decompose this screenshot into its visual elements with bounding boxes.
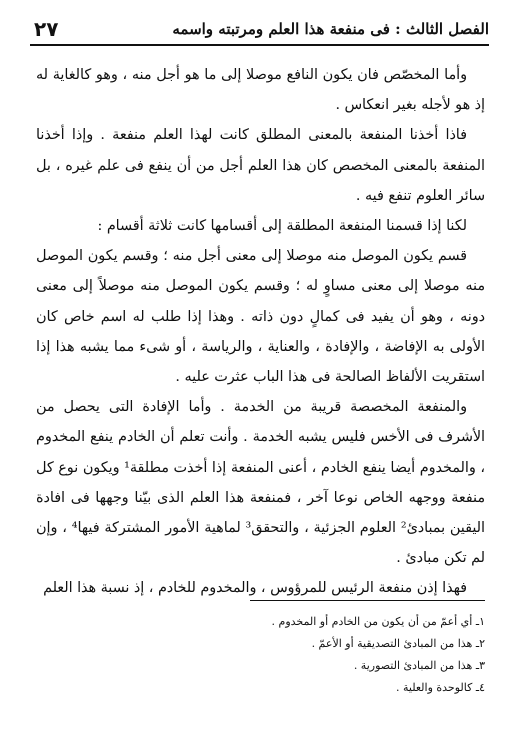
footnote-divider (250, 600, 485, 601)
footnote: ٢ـ هذا من المبادئ التصديقية أو الأعمّ . (311, 637, 485, 650)
footnote: ٣ـ هذا من المبادئ التصورية . (353, 659, 485, 672)
page-number: ٢٧ (34, 17, 59, 41)
paragraph: فهذا إذن منفعة الرئيس للمرؤوس ، والمخدوم للخادم ، إذ نسبة هذا العلم (43, 580, 467, 597)
footnotes (150, 611, 485, 699)
paragraph: فاذا أخذنا المنفعة بالمعنى المطلق كانت لهذا العلم منفعة . وإذا أخذنا المنفعة بالمعنى المخصص كان هذا العلم أجل من أن ينفع فى علم غيره ، بل سائر العلوم تنفع فيه . (36, 127, 485, 204)
footnote: ٤ـ كالوحدة والعلية . (396, 681, 485, 694)
paragraph: والمنفعة المخصصة قريبة من الخدمة . وأما الإفادة التى يحصل من الأشرف فى الأخس فليس يشبه الخدمة . وأنت تعلم أن الخادم ينفع المخدوم ، والمخدوم أيضا ينفع الخادم ، أعنى المنفعة إذا أخذت مطلقة¹ ويكون نوع كل منفعة ووجهه الخاص نوعا آخر ، فمنفعة هذا العلم الذى بيّنا وجهها فى افادة اليقين بمبادئ² العلوم الجزئية ، والتحقق³ لماهية الأمور المشتركة فيها⁴ ، وإن لم تكن مبادئ . (36, 399, 486, 567)
body-text (36, 60, 485, 604)
running-title: الفصل الثالث : فى منفعة هذا العلم ومرتبته واسمه (172, 20, 489, 38)
paragraph: قسم يكون الموصل منه موصلا إلى معنى أجل منه ؛ وقسم يكون الموصل منه موصلا إلى معنى مساوٍ له ؛ وقسم يكون الموصل منه موصلاً إلى معنى دونه ، وهو أن يفيد فى كمالٍ دون ذاته . وهذا إذا طلب له اسم خاص كان الأولى به الإفاضة ، والإفادة ، والعناية ، والرياسة ، أو شىء مما يشبه هذا إذا استقريت الألفاظ الصالحة فى هذا الباب عثرت عليه . (36, 248, 485, 386)
header-divider (30, 44, 489, 46)
paragraph: وأما المخصّص فان يكون النافع موصلا إلى ما هو أجل منه ، وهو كالغاية له إذ هو لأجله بغير انعكاس . (36, 67, 485, 114)
footnote: ١ـ أي أعمّ من أن يكون من الخادم أو المخدوم . (271, 615, 485, 628)
paragraph: لكنا إذا قسمنا المنفعة المطلقة إلى أقسامها كانت ثلاثة أقسام : (97, 218, 467, 235)
page-header (34, 16, 489, 42)
